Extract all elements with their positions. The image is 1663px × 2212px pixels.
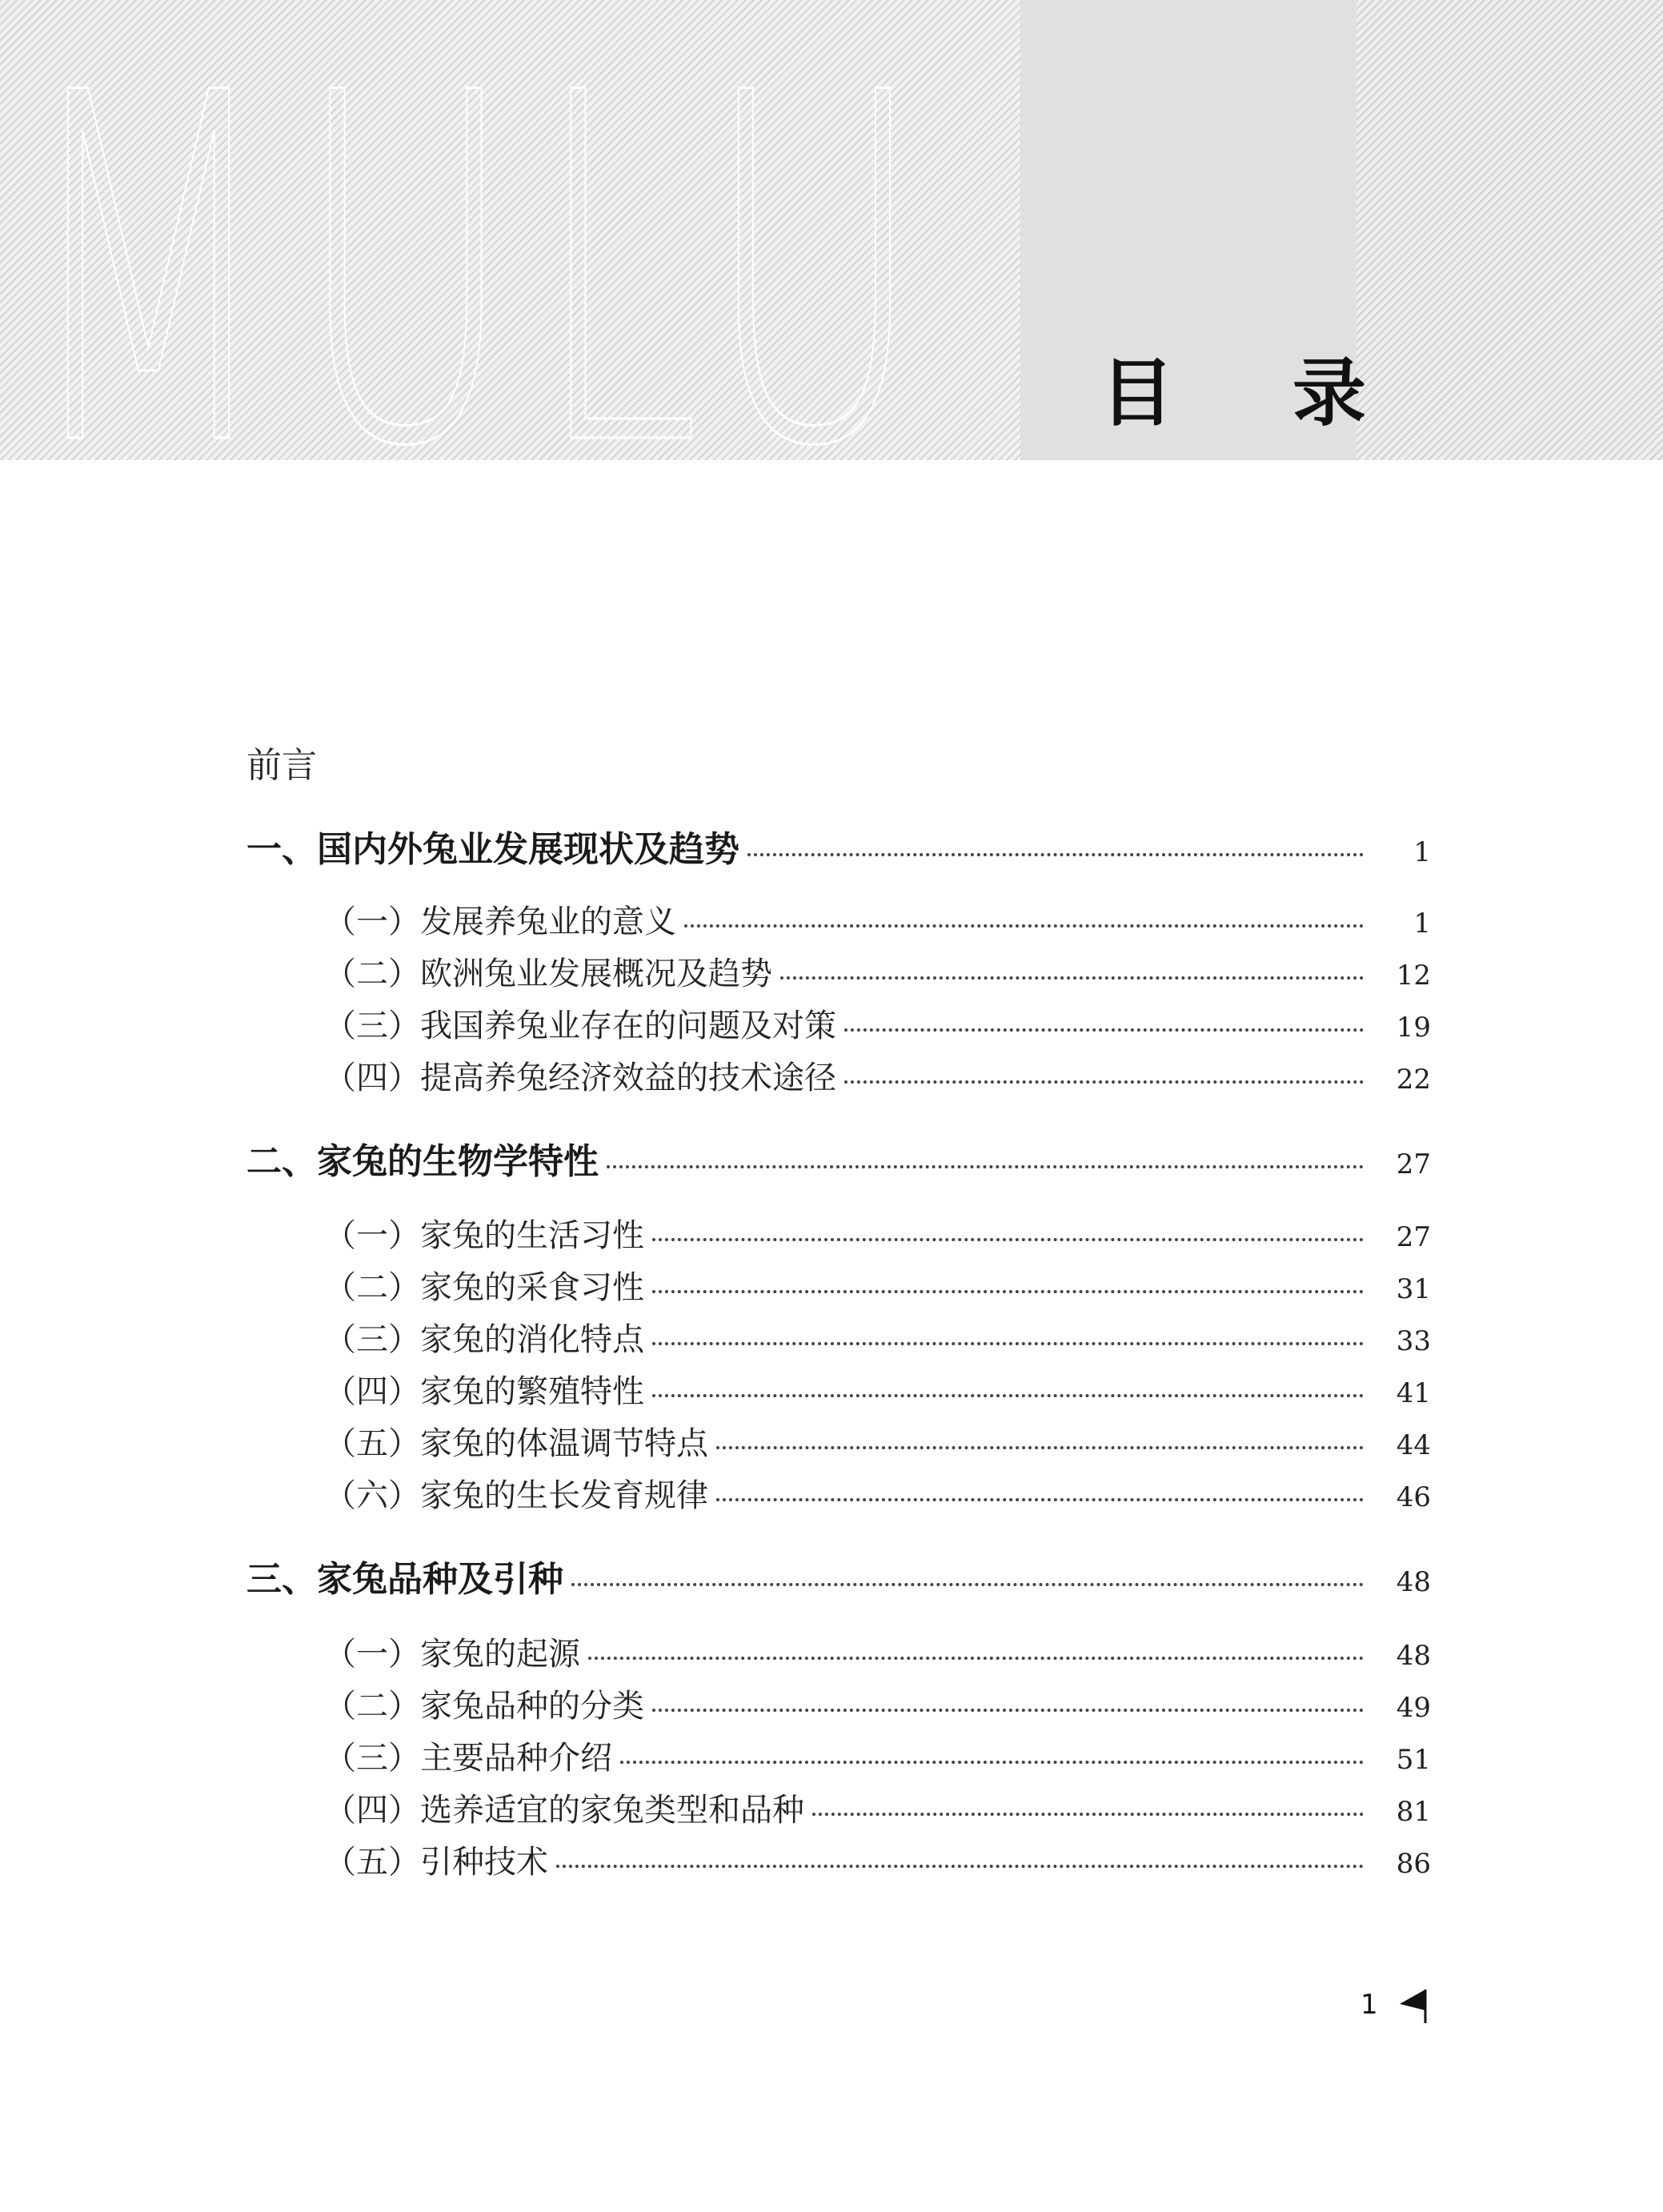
toc-preface[interactable]: 前言 bbox=[246, 745, 317, 786]
leader-dots bbox=[571, 1583, 1364, 1586]
toc-chapter[interactable] bbox=[246, 820, 1431, 872]
toc-page-number: 1 bbox=[1413, 908, 1431, 940]
leader-dots bbox=[588, 1657, 1364, 1660]
toc-section[interactable] bbox=[324, 1366, 1431, 1412]
leader-dots bbox=[652, 1709, 1364, 1712]
toc-page-number: 48 bbox=[1396, 1640, 1431, 1672]
watermark-text: MULU bbox=[20, 0, 944, 460]
leader-dots bbox=[684, 924, 1364, 928]
toc-section[interactable] bbox=[324, 1000, 1431, 1046]
toc-page-number: 1 bbox=[1413, 836, 1431, 868]
page-title: 目 录 bbox=[1100, 350, 1413, 436]
toc-section-label: （四）家兔的繁殖特性 bbox=[324, 1373, 644, 1410]
toc-section-label: （三）我国养兔业存在的问题及对策 bbox=[324, 1008, 836, 1044]
toc-section-label: （四）提高养兔经济效益的技术途径 bbox=[324, 1060, 836, 1096]
leader-dots bbox=[652, 1290, 1364, 1293]
leader-dots bbox=[652, 1238, 1364, 1241]
toc-section[interactable] bbox=[324, 948, 1431, 994]
toc-section[interactable] bbox=[324, 1470, 1431, 1516]
toc-section[interactable] bbox=[324, 896, 1431, 942]
toc-page-number: 48 bbox=[1396, 1566, 1431, 1598]
toc-section-label: （三）家兔的消化特点 bbox=[324, 1321, 644, 1358]
leader-dots bbox=[620, 1761, 1364, 1764]
toc-page-number: 41 bbox=[1396, 1377, 1431, 1409]
toc-section[interactable] bbox=[324, 1785, 1431, 1830]
toc-page-number: 33 bbox=[1396, 1325, 1431, 1357]
toc-section[interactable] bbox=[324, 1733, 1431, 1778]
toc-section[interactable] bbox=[324, 1418, 1431, 1464]
leader-dots bbox=[716, 1446, 1364, 1449]
header-band bbox=[0, 0, 1663, 460]
toc-chapter[interactable] bbox=[246, 1550, 1431, 1601]
leader-dots bbox=[716, 1498, 1364, 1501]
toc-page-number: 46 bbox=[1396, 1481, 1431, 1513]
toc-section-label: （三）主要品种介绍 bbox=[324, 1740, 612, 1777]
leader-dots bbox=[844, 1080, 1364, 1084]
toc-chapter[interactable] bbox=[246, 1132, 1431, 1184]
toc-section-label: （二）家兔品种的分类 bbox=[324, 1688, 644, 1725]
toc-chapter-label: 二、家兔的生物学特性 bbox=[246, 1141, 599, 1182]
toc-page-number: 27 bbox=[1396, 1221, 1431, 1253]
toc-section-label: （二）家兔的采食习性 bbox=[324, 1269, 644, 1306]
toc-section-label: （二）欧洲兔业发展概况及趋势 bbox=[324, 956, 772, 992]
leader-dots bbox=[812, 1813, 1364, 1816]
toc-page-number: 44 bbox=[1396, 1429, 1431, 1461]
leader-dots bbox=[607, 1165, 1364, 1168]
toc-section[interactable] bbox=[324, 1629, 1431, 1674]
leader-dots bbox=[747, 853, 1364, 856]
toc-section-label: （一）家兔的生活习性 bbox=[324, 1217, 644, 1254]
toc-section[interactable] bbox=[324, 1052, 1431, 1098]
toc-section-label: （四）选养适宜的家兔类型和品种 bbox=[324, 1792, 804, 1829]
page-number: 1 bbox=[1360, 1989, 1378, 2021]
toc-page-number: 86 bbox=[1396, 1848, 1431, 1880]
toc-section-label: （五）家兔的体温调节特点 bbox=[324, 1425, 708, 1462]
leader-dots bbox=[780, 976, 1364, 980]
toc-page-number: 81 bbox=[1396, 1796, 1431, 1828]
toc-section[interactable] bbox=[324, 1681, 1431, 1726]
toc-page-number: 31 bbox=[1396, 1273, 1431, 1305]
leader-dots bbox=[652, 1342, 1364, 1345]
toc-section-label: （一）发展养兔业的意义 bbox=[324, 904, 676, 940]
toc-chapter-label: 一、国内外兔业发展现状及趋势 bbox=[246, 829, 739, 870]
toc-section-label: （一）家兔的起源 bbox=[324, 1636, 580, 1673]
toc-section[interactable] bbox=[324, 1314, 1431, 1360]
toc-page-number: 51 bbox=[1396, 1744, 1431, 1776]
toc-page-number: 27 bbox=[1396, 1148, 1431, 1180]
toc-chapter-label: 三、家兔品种及引种 bbox=[246, 1559, 563, 1600]
toc-page-number: 49 bbox=[1396, 1692, 1431, 1724]
toc-section-label: （六）家兔的生长发育规律 bbox=[324, 1477, 708, 1514]
toc-page-number: 22 bbox=[1396, 1064, 1431, 1096]
toc-section[interactable] bbox=[324, 1210, 1431, 1256]
toc-section[interactable] bbox=[324, 1262, 1431, 1308]
toc-page-number: 12 bbox=[1396, 960, 1431, 992]
toc-section[interactable] bbox=[324, 1837, 1431, 1882]
leader-dots bbox=[844, 1028, 1364, 1032]
toc-section-label: （五）引种技术 bbox=[324, 1844, 548, 1881]
leader-dots bbox=[556, 1865, 1364, 1868]
leader-dots bbox=[652, 1394, 1364, 1397]
toc-page-number: 19 bbox=[1396, 1012, 1431, 1044]
left-pointer-icon bbox=[1397, 1986, 1429, 2025]
